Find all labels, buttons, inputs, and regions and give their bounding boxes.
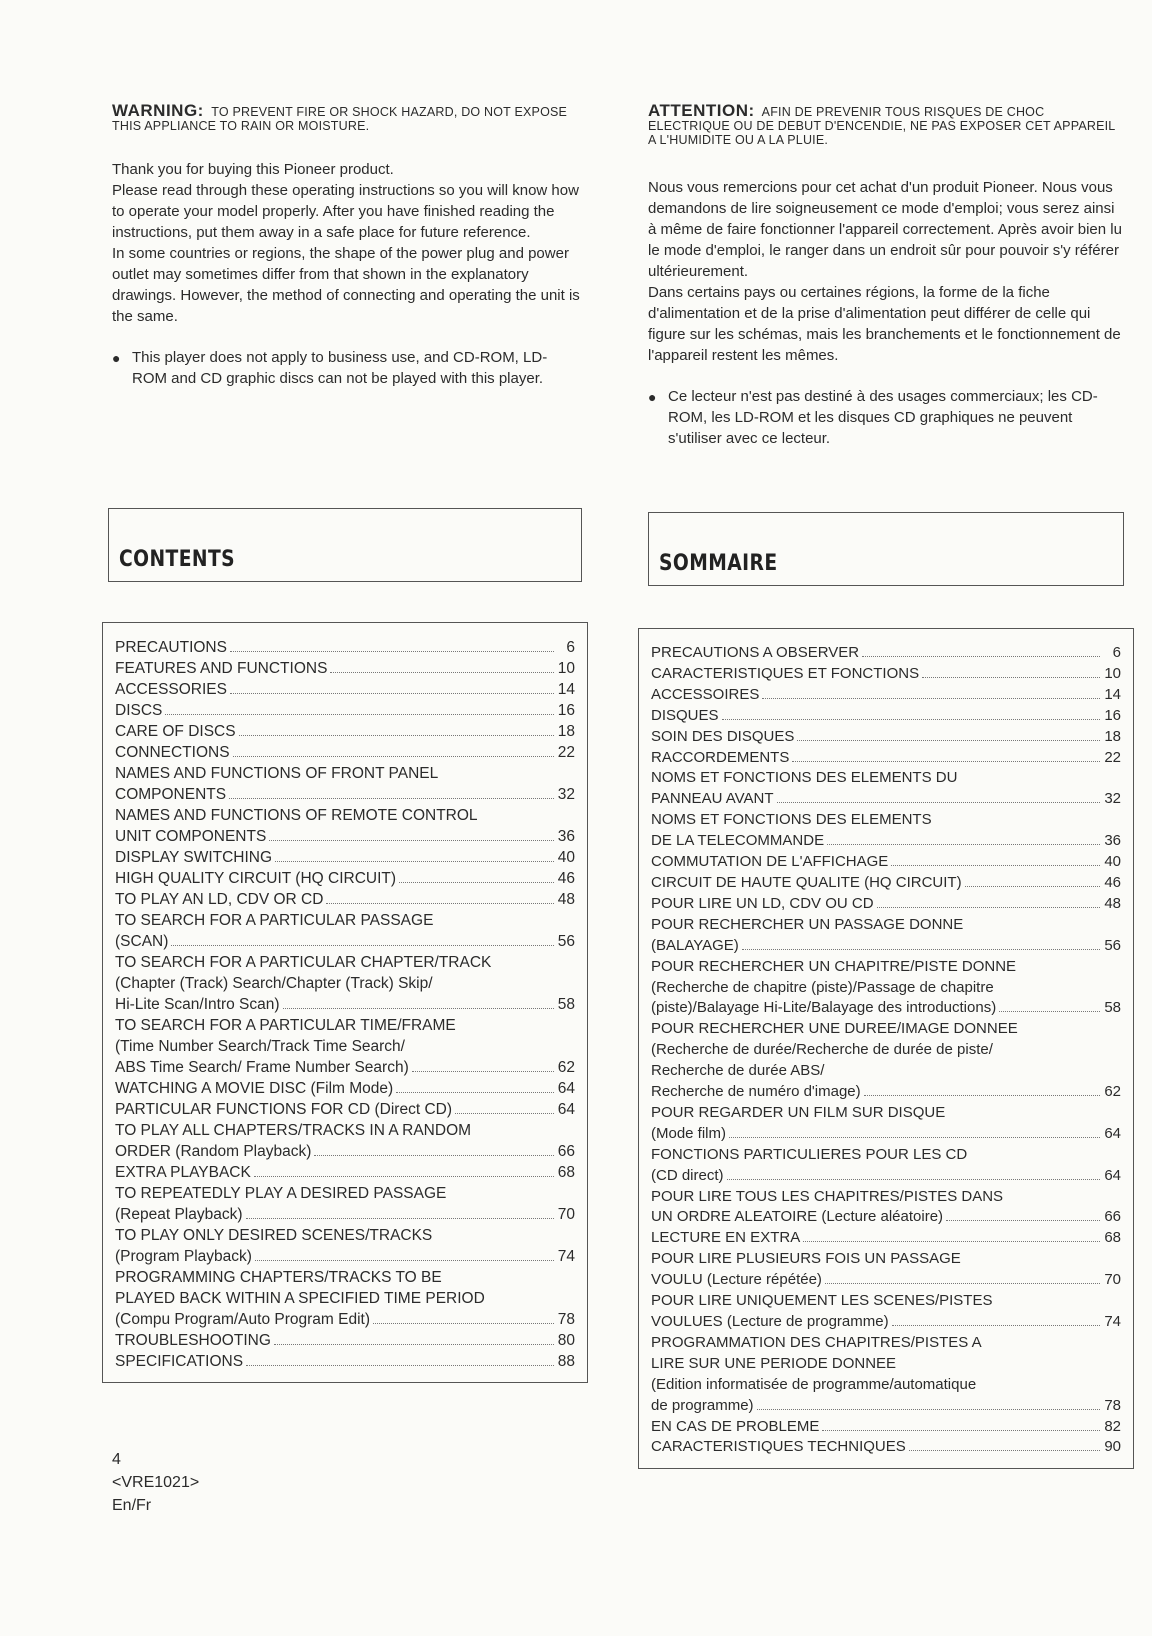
intro-text-fr [648, 177, 1122, 366]
dot-leader [797, 740, 1100, 741]
toc-page-number: 6 [1112, 644, 1121, 661]
toc-entry [651, 1437, 1121, 1458]
dot-leader [412, 1071, 554, 1072]
toc-entry-title: PRECAUTIONS [115, 639, 227, 656]
toc-entry [651, 1228, 1121, 1249]
toc-entry [651, 915, 1121, 957]
dot-leader [827, 844, 1100, 845]
toc-entry-title: ACCESSORIES [115, 681, 227, 698]
sommaire-heading: SOMMAIRE [659, 551, 778, 576]
sommaire-heading-box [648, 512, 1124, 586]
toc-entry-title-line: (Chapter (Track) Search/Chapter (Track) Skip/ [115, 975, 433, 992]
toc-entry-title: HIGH QUALITY CIRCUIT (HQ CIRCUIT) [115, 870, 397, 887]
toc-entry-title: CIRCUIT DE HAUTE QUALITE (HQ CIRCUIT) [651, 873, 962, 891]
toc-entry-title: UNIT COMPONENTS [115, 828, 267, 845]
bullet-text: This player does not apply to business use, and CD-ROM, LD-ROM and CD graphic discs can not be played with this player. [132, 349, 548, 387]
toc-entry [115, 1099, 575, 1120]
toc-entry-title-line: POUR REGARDER UN FILM SUR DISQUE [651, 1103, 946, 1121]
dot-leader [803, 1241, 1100, 1242]
dot-leader [330, 672, 554, 673]
toc-page-number: 16 [557, 702, 575, 719]
dot-leader [229, 798, 554, 799]
toc-entry-title-line: POUR RECHERCHER UN CHAPITRE/PISTE DONNE [651, 957, 1017, 975]
dot-leader [762, 698, 1100, 699]
toc-entry-title: DE LA TELECOMMANDE [651, 832, 825, 850]
notice-bullet [112, 347, 582, 389]
toc-entry-title: DISCS [115, 702, 163, 719]
toc-entry-title-line: TO SEARCH FOR A PARTICULAR PASSAGE [115, 912, 434, 929]
toc-page-number: 10 [1104, 664, 1121, 682]
toc-entry [651, 1019, 1121, 1103]
toc-entry-title-line: NAMES AND FUNCTIONS OF REMOTE CONTROL [115, 807, 478, 824]
intro-paragraph: Nous vous remercions pour cet achat d'un produit Pioneer. Nous vous demandons de lire soigneusement ce mode d'emploi; vous serez ainsi à même de faire fonctionner l'appareil correctement. Après avoir bien lu le mode d'emploi, le ranger dans un endroit sûr pour pouvoir s'y référer ultérieurement. [648, 179, 1122, 280]
toc-entry [651, 1103, 1121, 1145]
dot-leader [792, 761, 1100, 762]
toc-entry [115, 1162, 575, 1183]
toc-entry-title-line: LIRE SUR UNE PERIODE DONNEE [651, 1354, 897, 1372]
page-number: 4 [112, 1451, 121, 1468]
dot-leader [399, 882, 554, 883]
toc-page-number: 58 [1104, 999, 1121, 1017]
dot-leader [373, 1323, 554, 1324]
warning-text: TO PREVENT FIRE OR SHOCK HAZARD, DO NOT EXPOSE THIS APPLIANCE TO RAIN OR MOISTURE. [112, 105, 568, 133]
toc-page-number: 36 [557, 828, 575, 845]
toc-entry-title-line: NOMS ET FONCTIONS DES ELEMENTS [651, 811, 932, 829]
toc-entry-title: (Compu Program/Auto Program Edit) [115, 1311, 370, 1328]
bullet-icon: ● [648, 389, 657, 405]
toc-page-number: 64 [557, 1101, 575, 1118]
dot-leader [727, 1179, 1100, 1180]
toc-entry-title-line: PLAYED BACK WITHIN A SPECIFIED TIME PERIOD [115, 1290, 485, 1307]
toc-entry-title: CARACTERISTIQUES TECHNIQUES [651, 1438, 906, 1456]
notice-bullet-fr [648, 386, 1122, 449]
toc-entry-title: DISPLAY SWITCHING [115, 849, 273, 866]
toc-page-number: 22 [557, 744, 575, 761]
toc-page-number: 18 [1104, 727, 1121, 745]
toc-entry-title: EXTRA PLAYBACK [115, 1164, 251, 1181]
toc-entry [651, 1291, 1121, 1333]
toc-entry-title: de programme) [651, 1396, 754, 1414]
toc-entry-title: PRECAUTIONS A OBSERVER [651, 644, 860, 661]
toc-page-number: 82 [1104, 1417, 1121, 1435]
dot-leader [314, 1155, 554, 1156]
sommaire-list [638, 628, 1134, 1469]
dot-leader [862, 656, 1100, 657]
toc-entry [115, 1267, 575, 1330]
dot-leader [909, 1450, 1100, 1451]
dot-leader [283, 1008, 554, 1009]
toc-page-number: 70 [1104, 1271, 1121, 1289]
page-footer [112, 1448, 199, 1517]
toc-page-number: 58 [557, 996, 575, 1013]
dot-leader [255, 1260, 554, 1261]
document-code: <VRE1021> [112, 1474, 200, 1491]
toc-entry-title: (Repeat Playback) [115, 1206, 243, 1223]
toc-page-number: 74 [1104, 1313, 1121, 1330]
toc-page-number: 32 [1104, 790, 1121, 808]
toc-entry [651, 706, 1121, 727]
toc-entry [115, 868, 575, 889]
toc-entry-title: PANNEAU AVANT [651, 790, 774, 808]
toc-entry [651, 664, 1121, 685]
toc-page-number: 36 [1104, 832, 1121, 850]
dot-leader [877, 907, 1100, 908]
toc-entry-title-line: NAMES AND FUNCTIONS OF FRONT PANEL [115, 765, 439, 782]
toc-entry-title-line: PROGRAMMATION DES CHAPITRES/PISTES A [651, 1333, 982, 1351]
toc-page-number: 10 [557, 660, 575, 677]
toc-entry [115, 1015, 575, 1078]
dot-leader [230, 693, 554, 694]
toc-entry-title-line: Recherche de durée ABS/ [651, 1062, 825, 1080]
toc-entry [115, 1120, 575, 1162]
dot-leader [864, 1095, 1100, 1096]
toc-page-number: 56 [1104, 936, 1121, 954]
toc-entry [115, 679, 575, 700]
toc-page-number: 62 [1104, 1083, 1121, 1101]
toc-entry-title: TROUBLESHOOTING [115, 1332, 271, 1349]
toc-page-number: 78 [1104, 1396, 1121, 1414]
toc-entry-title: ORDER (Random Playback) [115, 1143, 312, 1160]
toc-entry-title-line: (Edition informatisée de programme/automatique [651, 1375, 977, 1393]
toc-entry [115, 637, 575, 658]
warning-notice [112, 101, 582, 133]
toc-page-number: 18 [557, 723, 575, 740]
toc-page-number: 46 [1104, 873, 1121, 891]
toc-entry-title: (CD direct) [651, 1166, 724, 1184]
intro-paragraph: In some countries or regions, the shape of the power plug and power outlet may sometimes differ from that shown in the explanatory drawings. However, the method of connecting and operating the unit is the same. [112, 245, 580, 325]
toc-entry-title: TO PLAY AN LD, CDV OR CD [115, 891, 324, 908]
toc-entry [651, 1187, 1121, 1229]
toc-entry-title: SPECIFICATIONS [115, 1353, 244, 1370]
toc-entry-title: COMMUTATION DE L'AFFICHAGE [651, 853, 889, 871]
contents-heading: CONTENTS [119, 547, 236, 572]
dot-leader [239, 735, 554, 736]
attention-text: AFIN DE PREVENIR TOUS RISQUES DE CHOC ELECTRIQUE OU DE DEBUT D'ENCENDIE, NE PAS EXPOSER CET APPAREIL A L'HUMIDITE OU A LA PLUIE. [648, 105, 1115, 147]
toc-page-number: 66 [557, 1143, 575, 1160]
toc-entry-title: Hi-Lite Scan/Intro Scan) [115, 996, 280, 1013]
toc-entry [651, 768, 1121, 810]
dot-leader [965, 886, 1100, 887]
language-code: En/Fr [112, 1497, 152, 1514]
toc-page-number: 78 [557, 1311, 575, 1328]
toc-entry-title-line: POUR LIRE UNIQUEMENT LES SCENES/PISTES [651, 1292, 993, 1310]
toc-entry-title: CARE OF DISCS [115, 723, 236, 740]
toc-entry [651, 1249, 1121, 1291]
dot-leader [326, 903, 554, 904]
toc-page-number: 56 [557, 933, 575, 950]
toc-entry-title: (BALAYAGE) [651, 936, 739, 954]
dot-leader [171, 945, 554, 946]
toc-entry-title-line: POUR RECHERCHER UNE DUREE/IMAGE DONNEE [651, 1020, 1018, 1038]
toc-entry [651, 748, 1121, 769]
toc-entry [115, 742, 575, 763]
toc-page-number: 90 [1104, 1438, 1121, 1456]
toc-page-number: 68 [557, 1164, 575, 1181]
toc-entry-title-line: (Time Number Search/Track Time Search/ [115, 1038, 405, 1055]
contents-heading-box [108, 508, 582, 582]
toc-entry-title: (SCAN) [115, 933, 169, 950]
toc-page-number: 48 [557, 891, 575, 908]
toc-entry-title: ACCESSOIRES [651, 685, 760, 703]
toc-entry-title: RACCORDEMENTS [651, 748, 790, 766]
toc-entry [115, 952, 575, 1015]
toc-entry-title-line: (Recherche de chapitre (piste)/Passage de chapitre [651, 978, 994, 996]
toc-entry-title: WATCHING A MOVIE DISC (Film Mode) [115, 1080, 394, 1097]
french-column [648, 101, 1122, 449]
toc-entry [115, 763, 575, 805]
toc-entry-title-line: POUR RECHERCHER UN PASSAGE DONNE [651, 915, 964, 933]
toc-entry [115, 1330, 575, 1351]
intro-paragraph: Thank you for buying this Pioneer product. [112, 161, 394, 178]
dot-leader [275, 861, 554, 862]
toc-entry [651, 643, 1121, 664]
intro-text [112, 159, 582, 327]
toc-entry [651, 1333, 1121, 1417]
toc-page-number: 14 [1104, 685, 1121, 703]
dot-leader [946, 1220, 1100, 1221]
bullet-icon: ● [112, 350, 121, 366]
toc-entry-title: (Program Playback) [115, 1248, 252, 1265]
toc-entry [115, 700, 575, 721]
toc-entry-title: LECTURE EN EXTRA [651, 1229, 801, 1247]
toc-entry-title: POUR LIRE UN LD, CDV OU CD [651, 894, 874, 912]
toc-entry [651, 1417, 1121, 1438]
toc-entry-title-line: POUR LIRE PLUSIEURS FOIS UN PASSAGE [651, 1250, 961, 1268]
dot-leader [269, 840, 554, 841]
toc-entry [115, 847, 575, 868]
dot-leader [777, 802, 1100, 803]
toc-entry [115, 1183, 575, 1225]
attention-label: ATTENTION: [648, 101, 755, 120]
intro-paragraph: Please read through these operating instructions so you will know how to operate your model properly. After you have finished reading the instructions, put them away in a safe place for future reference. [112, 182, 579, 241]
dot-leader [455, 1113, 554, 1114]
toc-page-number: 68 [1104, 1229, 1121, 1247]
bullet-text: Ce lecteur n'est pas destiné à des usages commerciaux; les CD-ROM, les LD-ROM et les disques CD graphiques ne peuvent s'utiliser avec ce lecteur. [668, 388, 1098, 447]
contents-list [102, 622, 588, 1383]
toc-entry-title: COMPONENTS [115, 786, 227, 803]
dot-leader [742, 949, 1100, 950]
toc-entry-title: FEATURES AND FUNCTIONS [115, 660, 328, 677]
toc-entry-title-line: POUR LIRE TOUS LES CHAPITRES/PISTES DANS [651, 1187, 1004, 1205]
dot-leader [722, 719, 1100, 720]
toc-entry [115, 1351, 575, 1372]
toc-entry-title-line: (Recherche de durée/Recherche de durée de piste/ [651, 1041, 993, 1059]
dot-leader [165, 714, 554, 715]
toc-entry [651, 685, 1121, 706]
toc-entry-title: Recherche de numéro d'image) [651, 1083, 861, 1101]
dot-leader [254, 1176, 554, 1177]
warning-label: WARNING: [112, 101, 204, 120]
dot-leader [825, 1283, 1100, 1284]
toc-page-number: 88 [557, 1353, 575, 1370]
toc-entry [115, 889, 575, 910]
toc-page-number: 70 [557, 1206, 575, 1223]
toc-page-number: 46 [557, 870, 575, 887]
toc-entry [651, 957, 1121, 1020]
toc-entry-title: VOULU (Lecture répétée) [651, 1271, 822, 1289]
toc-entry [115, 910, 575, 952]
dot-leader [246, 1365, 554, 1366]
toc-page-number: 64 [1104, 1166, 1121, 1184]
toc-page-number: 80 [557, 1332, 575, 1349]
toc-entry [115, 805, 575, 847]
toc-page-number: 74 [557, 1248, 575, 1265]
toc-entry-title: (Mode film) [651, 1124, 727, 1142]
dot-leader [892, 1325, 1100, 1326]
toc-page-number: 64 [557, 1080, 575, 1097]
intro-paragraph: Dans certains pays ou certaines régions, la forme de la fiche d'alimentation et de la prise d'alimentation peut différer de celle qui figure sur les schémas, mais les branchements et le fonctionnement de l'appareil restent les mêmes. [648, 284, 1121, 364]
toc-entry-title-line: TO PLAY ALL CHAPTERS/TRACKS IN A RANDOM [115, 1122, 472, 1139]
toc-entry [651, 727, 1121, 748]
toc-entry-title: CONNECTIONS [115, 744, 230, 761]
toc-entry [115, 1078, 575, 1099]
dot-leader [246, 1218, 554, 1219]
toc-entry-title-line: TO PLAY ONLY DESIRED SCENES/TRACKS [115, 1227, 433, 1244]
dot-leader [729, 1137, 1100, 1138]
toc-entry-title: CARACTERISTIQUES ET FONCTIONS [651, 664, 920, 682]
toc-page-number: 48 [1104, 894, 1121, 912]
dot-leader [396, 1092, 554, 1093]
toc-entry-title: SOIN DES DISQUES [651, 727, 795, 745]
toc-entry-title-line: PROGRAMMING CHAPTERS/TRACKS TO BE [115, 1269, 442, 1286]
toc-entry [115, 721, 575, 742]
dot-leader [274, 1344, 554, 1345]
english-column [112, 101, 582, 389]
toc-entry-title: PARTICULAR FUNCTIONS FOR CD (Direct CD) [115, 1101, 452, 1118]
toc-entry [115, 658, 575, 679]
toc-entry-title: (piste)/Balayage Hi-Lite/Balayage des introductions) [651, 999, 997, 1017]
toc-page-number: 64 [1104, 1124, 1121, 1142]
toc-entry-title: UN ORDRE ALEATOIRE (Lecture aléatoire) [651, 1208, 944, 1226]
toc-entry-title-line: TO SEARCH FOR A PARTICULAR TIME/FRAME [115, 1017, 456, 1034]
toc-entry-title-line: TO SEARCH FOR A PARTICULAR CHAPTER/TRACK [115, 954, 492, 971]
toc-page-number: 40 [557, 849, 575, 866]
dot-leader [999, 1011, 1100, 1012]
toc-entry [651, 1145, 1121, 1187]
toc-entry-title: DISQUES [651, 706, 719, 724]
toc-entry [115, 1225, 575, 1267]
toc-page-number: 14 [557, 681, 575, 698]
toc-entry-title-line: TO REPEATEDLY PLAY A DESIRED PASSAGE [115, 1185, 447, 1202]
toc-entry-title: ABS Time Search/ Frame Number Search) [115, 1059, 409, 1076]
toc-entry-title-line: FONCTIONS PARTICULIERES POUR LES CD [651, 1145, 968, 1163]
dot-leader [822, 1430, 1100, 1431]
dot-leader [757, 1409, 1100, 1410]
toc-entry-title-line: NOMS ET FONCTIONS DES ELEMENTS DU [651, 769, 958, 787]
toc-entry-title: EN CAS DE PROBLEME [651, 1417, 820, 1435]
dot-leader [922, 677, 1100, 678]
toc-entry [651, 894, 1121, 915]
toc-page-number: 62 [557, 1059, 575, 1076]
toc-entry [651, 873, 1121, 894]
toc-entry [651, 810, 1121, 852]
toc-page-number: 40 [1104, 853, 1121, 871]
toc-page-number: 16 [1104, 706, 1121, 724]
dot-leader [233, 756, 554, 757]
dot-leader [230, 651, 554, 652]
attention-notice [648, 101, 1122, 147]
toc-page-number: 6 [566, 639, 575, 656]
dot-leader [891, 865, 1100, 866]
toc-entry [651, 852, 1121, 873]
toc-page-number: 66 [1104, 1208, 1121, 1226]
toc-entry-title: VOULUES (Lecture de programme) [651, 1313, 889, 1330]
toc-page-number: 32 [557, 786, 575, 803]
toc-page-number: 22 [1104, 748, 1121, 766]
